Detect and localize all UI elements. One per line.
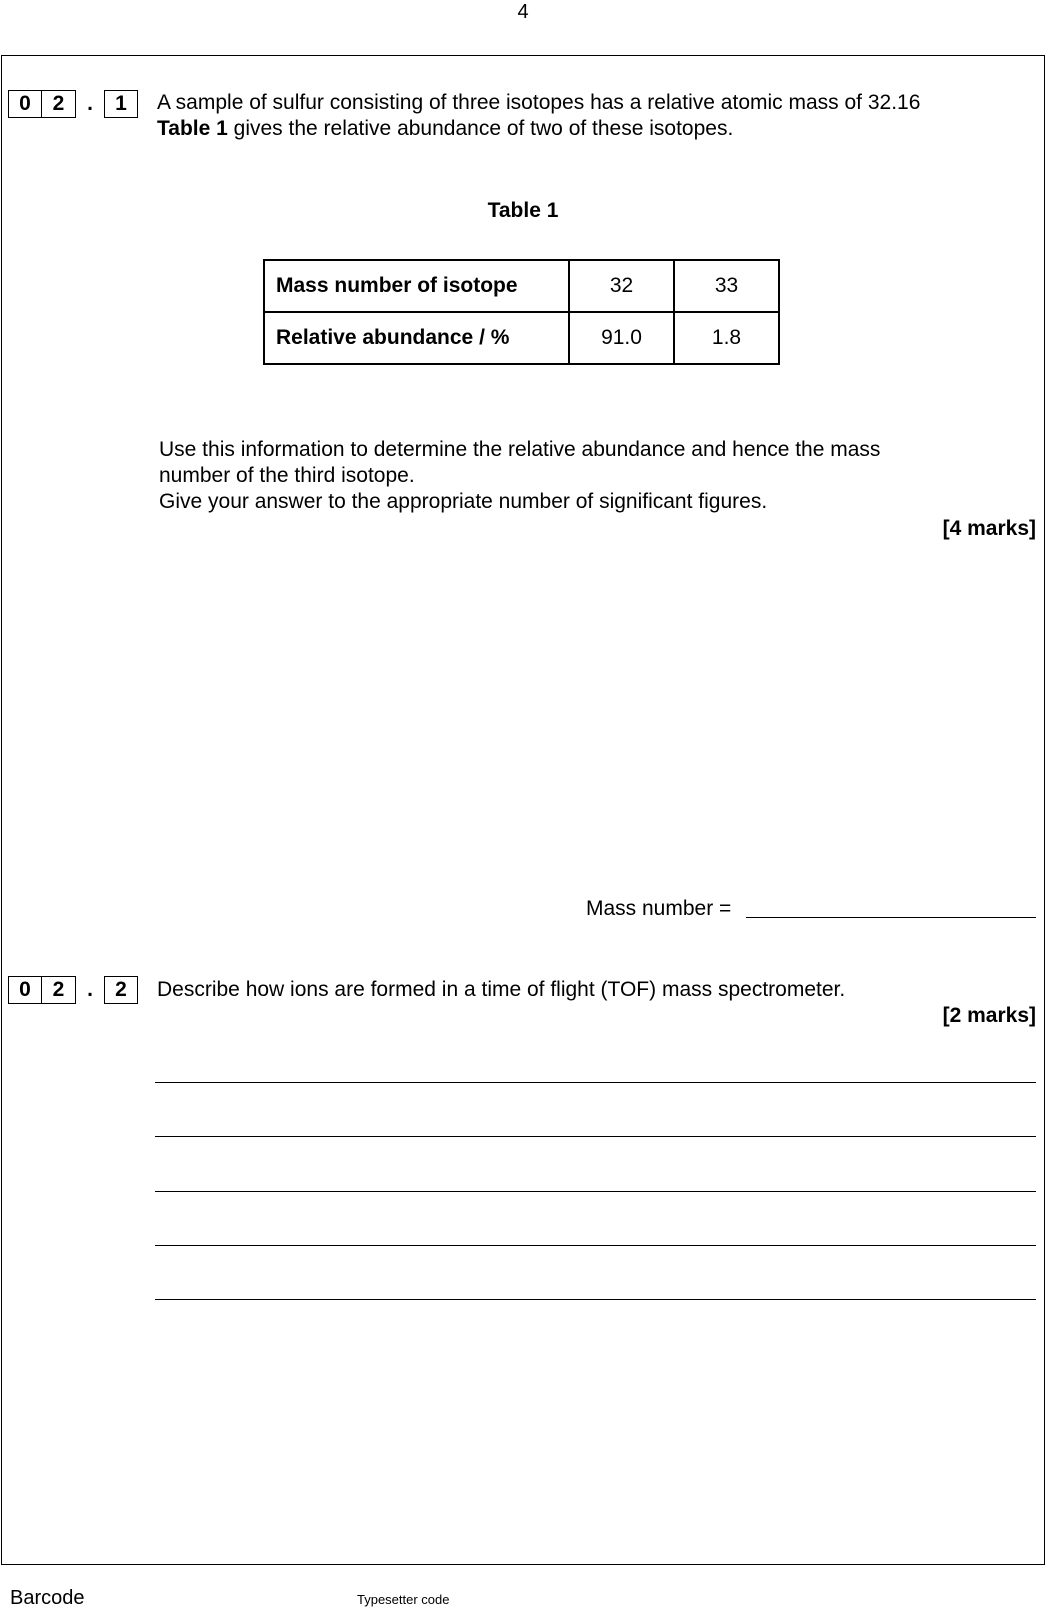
q1-intro-line-1: A sample of sulfur consisting of three isotopes has a relative atomic mass of 32.16 — [157, 91, 921, 114]
answer-line[interactable] — [155, 1299, 1036, 1300]
table-row — [264, 260, 779, 312]
table-cell: 32 — [569, 260, 674, 312]
table-caption: Table 1 — [487, 199, 559, 222]
answer-line[interactable] — [155, 1082, 1036, 1083]
table-row — [264, 312, 779, 364]
question-separator: . — [87, 978, 93, 1001]
q1-instruction-line: Use this information to determine the relative abundance and hence the mass — [159, 438, 881, 461]
question-digit: 2 — [42, 90, 76, 118]
q1-instruction-line: Give your answer to the appropriate number of significant figures. — [159, 490, 768, 513]
q2-marks: [2 marks] — [942, 1004, 1036, 1027]
table-cell: 33 — [674, 260, 779, 312]
question-part: 1 — [104, 90, 138, 118]
table-row-header: Mass number of isotope — [264, 260, 569, 312]
q1-intro-line-2-rest: gives the relative abundance of two of these isotopes. — [227, 117, 734, 140]
q1-instructions — [159, 437, 880, 515]
answer-line[interactable] — [155, 1191, 1036, 1192]
page-number: 4 — [517, 1, 529, 23]
question-digit: 0 — [8, 90, 42, 118]
answer-line[interactable] — [155, 1245, 1036, 1246]
table-row-header: Relative abundance / % — [264, 312, 569, 364]
isotope-table — [263, 259, 780, 365]
q1-intro-line-2 — [157, 116, 920, 142]
table-cell: 91.0 — [569, 312, 674, 364]
q1-intro — [157, 90, 920, 142]
barcode-label: Barcode — [10, 1587, 85, 1609]
mass-number-answer-line[interactable] — [746, 917, 1036, 918]
q1-instruction-line: number of the third isotope. — [159, 464, 415, 487]
q1-marks: [4 marks] — [942, 517, 1036, 540]
answer-line[interactable] — [155, 1136, 1036, 1137]
typesetter-code: Typesetter code — [357, 1592, 450, 1607]
table-reference: Table 1 — [157, 117, 228, 140]
question-part: 2 — [104, 976, 138, 1004]
table-cell: 1.8 — [674, 312, 779, 364]
question-separator: . — [87, 92, 93, 115]
mass-number-label: Mass number = — [586, 897, 732, 920]
question-digit: 0 — [8, 976, 42, 1004]
question-digit: 2 — [42, 976, 76, 1004]
q2-prompt: Describe how ions are formed in a time of flight (TOF) mass spectrometer. — [157, 978, 846, 1001]
